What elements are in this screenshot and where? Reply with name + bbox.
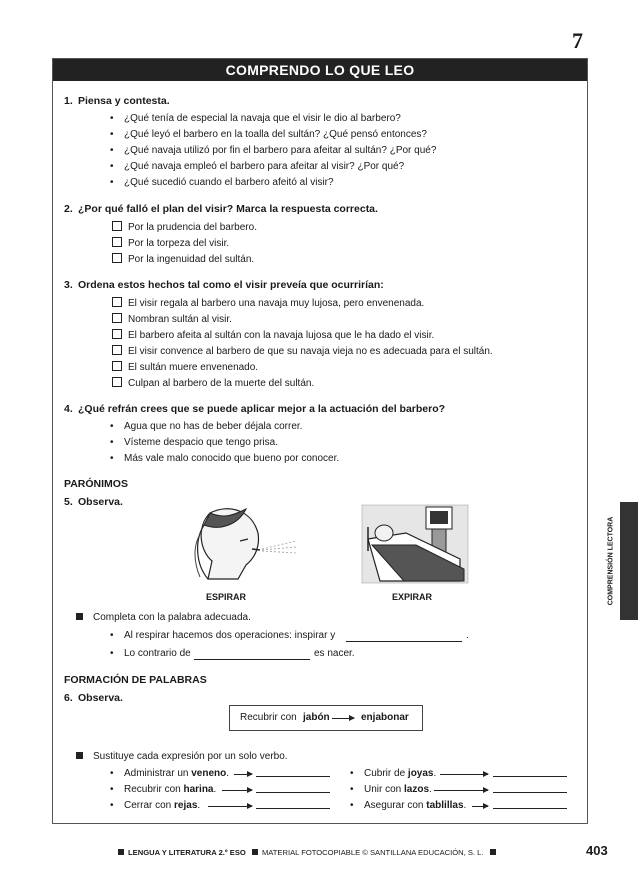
side-tab-label: COMPRENSIÓN LECTORA (607, 516, 615, 606)
question-6: 6. Observa. (64, 692, 123, 704)
answer-blank[interactable] (346, 641, 462, 642)
arrow-icon (234, 774, 252, 775)
answer-blank[interactable] (493, 808, 567, 809)
arrow-icon (434, 790, 488, 791)
list-item: • ¿Qué navaja empleó el barbero para afeitar al visir? ¿Por qué? (110, 161, 405, 172)
section-heading-paronimos: PARÓNIMOS (64, 478, 128, 490)
illustration-exhaling-woman (190, 505, 300, 585)
list-item: • ¿Qué leyó el barbero en la toalla del sultán? ¿Qué pensó entonces? (110, 129, 427, 140)
label-expirar: EXPIRAR (392, 592, 433, 602)
question-3: 3. Ordena estos hechos tal como el visir preveía que ocurrirían: (64, 279, 384, 291)
checkbox[interactable] (112, 253, 122, 263)
page-number: 403 (586, 843, 608, 858)
exercise-item: • Asegurar con tablillas. (350, 800, 467, 811)
order-box[interactable] (112, 361, 122, 371)
answer-blank[interactable] (194, 659, 310, 660)
arrow-icon (222, 790, 252, 791)
arrow-icon (332, 718, 354, 719)
section-banner: COMPRENDO LO QUE LEO (53, 59, 587, 81)
answer-blank[interactable] (256, 776, 330, 777)
checkbox-option[interactable]: Por la prudencia del barbero. (112, 221, 257, 233)
order-box[interactable] (112, 377, 122, 387)
checkbox-option[interactable]: Por la ingenuidad del sultán. (112, 253, 254, 265)
exercise-item: • Cerrar con rejas. (110, 800, 201, 811)
label-espirar: ESPIRAR (206, 592, 247, 602)
exercise-item: • Recubrir con harina. (110, 784, 217, 795)
instruction-formacion: Sustituye cada expresión por un solo verbo. (76, 751, 288, 762)
order-option[interactable]: El sultán muere envenenado. (112, 361, 258, 373)
answer-blank[interactable] (256, 808, 330, 809)
fill-sentence-1: • Al respirar hacemos dos operaciones: inspirar y (110, 630, 336, 641)
list-item: • ¿Qué tenía de especial la navaja que el visir le dio al barbero? (110, 113, 401, 124)
checkbox-option[interactable]: Por la torpeza del visir. (112, 237, 229, 249)
order-box[interactable] (112, 313, 122, 323)
checkbox[interactable] (112, 237, 122, 247)
sentence-end: . (466, 630, 469, 641)
list-item: • ¿Qué navaja utilizó por fin el barbero para afeitar al sultán? ¿Por qué? (110, 145, 437, 156)
order-box[interactable] (112, 345, 122, 355)
instruction-paronimos: Completa con la palabra adecuada. (76, 612, 251, 623)
order-box[interactable] (112, 297, 122, 307)
footer: LENGUA Y LITERATURA 2.º ESO MATERIAL FOTOCOPIABLE © SANTILLANA EDUCACIÓN, S. L. (118, 848, 496, 857)
illustration-man-in-bed (360, 503, 470, 585)
question-2: 2. ¿Por qué falló el plan del visir? Marca la respuesta correcta. (64, 203, 378, 215)
exercise-item: • Unir con lazos. (350, 784, 432, 795)
arrow-icon (440, 774, 488, 775)
section-heading-formacion: FORMACIÓN DE PALABRAS (64, 674, 207, 686)
checkbox[interactable] (112, 221, 122, 231)
order-option[interactable]: El visir regala al barbero una navaja muy lujosa, pero envenenada. (112, 297, 424, 309)
unit-number: 7 (572, 28, 583, 53)
exercise-item: • Cubrir de joyas. (350, 768, 437, 779)
sentence-end: es nacer. (314, 648, 355, 659)
order-option[interactable]: El visir convence al barbero de que su navaja vieja no es adecuada para el sultán. (112, 345, 493, 357)
side-tab (620, 502, 638, 620)
fill-sentence-2: • Lo contrario de (110, 648, 191, 659)
list-item: • ¿Qué sucedió cuando el barbero afeitó al visir? (110, 177, 334, 188)
list-item: • Más vale malo conocido que bueno por conocer. (110, 453, 340, 464)
question-1: 1. Piensa y contesta. (64, 95, 170, 107)
arrow-icon (472, 806, 488, 807)
order-option[interactable]: El barbero afeita al sultán con la navaja lujosa que le ha dado el visir. (112, 329, 434, 341)
answer-blank[interactable] (256, 792, 330, 793)
order-option[interactable]: Nombran sultán al visir. (112, 313, 232, 325)
list-item: • Agua que no has de beber déjala correr. (110, 421, 303, 432)
list-item: • Vísteme despacio que tengo prisa. (110, 437, 278, 448)
answer-blank[interactable] (493, 792, 567, 793)
question-4: 4. ¿Qué refrán crees que se puede aplicar mejor a la actuación del barbero? (64, 403, 446, 415)
answer-blank[interactable] (493, 776, 567, 777)
question-5: 5. Observa. (64, 496, 123, 508)
example-box: Recubrir con jabón enjabonar (229, 705, 423, 731)
arrow-icon (208, 806, 252, 807)
exercise-item: • Administrar un veneno. (110, 768, 230, 779)
order-option[interactable]: Culpan al barbero de la muerte del sultán. (112, 377, 314, 389)
order-box[interactable] (112, 329, 122, 339)
